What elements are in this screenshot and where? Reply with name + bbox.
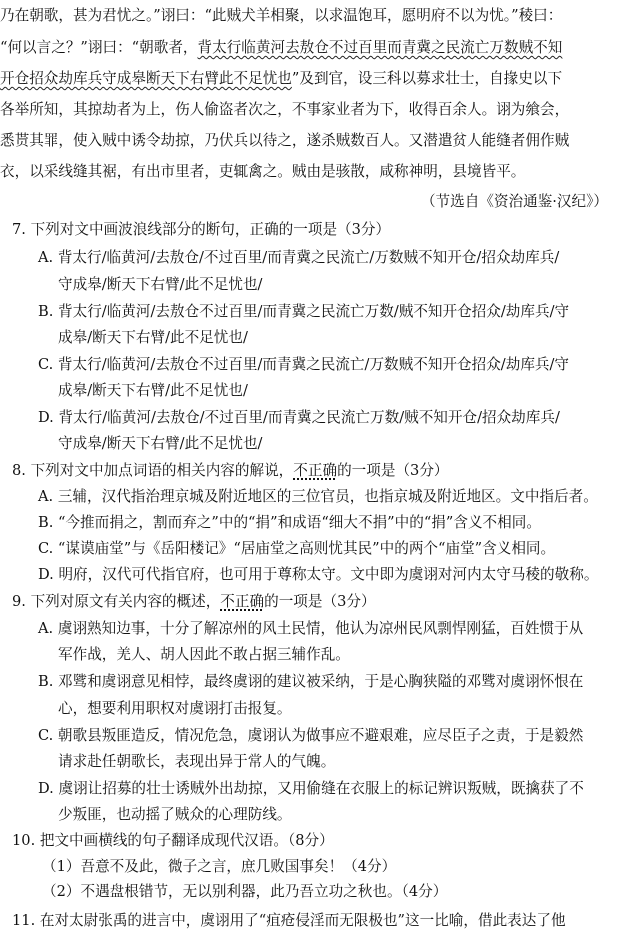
passage-line-2 [0, 36, 624, 60]
q8-option-c: C. “谋谟庙堂”与《岳阳楼记》“居庙堂之高则忧其民”中的两个“庙堂”含义相同。 [38, 540, 556, 557]
wavy-underlined-text-1: 背太行临黄河去敖仓不过百里而青冀之民流亡万数贼不知 [197, 39, 563, 56]
q9-option-a-line-1: A. 虞诩熟知边事，十分了解凉州的风土民情，他认为凉州民风剽悍刚猛，百姓惯于从 [38, 620, 584, 637]
q8-stem-end: 的一项是（3分） [337, 462, 449, 479]
question-11-line-1: 11. 在对太尉张禹的进言中，虞诩用了“疽疮侵淫而无限极也”这一比喻，借此表达了他 [12, 912, 566, 929]
wavy-underlined-text-2: 开仓招众劫库兵守成皋断天下右臂此不足忧也 [0, 70, 292, 87]
q8-option-b: B. “今推而捐之，割而弃之”中的“捐”和成语“细大不捐”中的“捐”含义不相同。 [38, 514, 541, 531]
q9-stem-start: 9. 下列对原文有关内容的概述， [12, 593, 221, 610]
passage-line-5: 悉贳其罪，使入贼中诱令劫掠，乃伏兵以待之，遂杀贼数百人。又潜遣贫人能缝者佣作贼 [0, 132, 570, 149]
passage-line-1: 乃在朝歌，甚为君忧之。”诩曰：“此贼犬羊相聚，以求温饱耳，愿明府不以为忧。”稜曰： [0, 7, 563, 24]
passage-line-4: 各举所知，其掠劫者为上，伤人偷盗者次之，不事家业者为下，收得百余人。诩为飨会， [0, 101, 570, 118]
q10-sentence-1: （1）吾意不及此，微子之言，庶几败国事矣！（4分） [42, 858, 397, 875]
passage-line-3-end: ”及到官，设三科以募求壮士，自掾史以下 [291, 70, 563, 87]
q9-option-c-line-1: C. 朝歌县叛匪造反，情况危急，虞诩认为做事应不避艰难，应尽臣子之责，于是毅然 [38, 727, 584, 744]
passage-line-6: 衣，以采线缝其裾，有出市里者，吏辄禽之。贼由是骇散，咸称神明，县境皆平。 [0, 163, 526, 180]
passage-line-2-start: “何以言之？”诩曰：“朝歌者， [0, 39, 198, 56]
q7-option-c-line-1: C. 背太行/临黄河/去敖仓不过百里/而青冀之民流亡/万数贼不知开仓招众/劫库兵/守 [38, 356, 570, 373]
q10-sentence-2: （2）不遇盘根错节，无以别利器，此乃吾立功之秋也。（4分） [42, 883, 448, 900]
q8-option-a: A. 三辅，汉代指治理京城及附近地区的三位官员，也指京城及附近地区。文中指后者。 [38, 488, 598, 505]
passage-source: （节选自《资治通鉴·汉纪》） [420, 193, 608, 210]
q8-stem-start: 8. 下列对文中加点词语的相关内容的解说， [12, 462, 294, 479]
question-7-stem: 7. 下列对文中画波浪线部分的断句，正确的一项是（3分） [12, 221, 391, 238]
q8-emphasis-text: 不正确 [293, 462, 338, 479]
q7-option-d-line-2: 守成皋/断天下右臂/此不足忧也/ [58, 435, 263, 452]
question-8-stem [0, 459, 624, 483]
q7-option-b-line-2: 成皋/断天下右臂/此不足忧也/ [58, 329, 248, 346]
q7-option-c-line-2: 成皋/断天下右臂/此不足忧也/ [58, 382, 248, 399]
q8-option-d: D. 明府，汉代可代指官府，也可用于尊称太守。文中即为虞诩对河内太守马稜的敬称。 [38, 566, 599, 583]
q9-option-d-line-1: D. 虞诩让招募的壮士诱贼外出劫掠，又用偷缝在衣服上的标记辨识叛贼，既擒获了不 [38, 780, 584, 797]
passage-line-3 [0, 67, 624, 91]
q7-option-a-line-1: A. 背太行/临黄河/去敖仓/不过百里/而青冀之民流亡/万数贼不知开仓/招众劫库兵/ [38, 249, 560, 266]
question-9-stem [0, 590, 624, 614]
q9-option-b-line-1: B. 邓骘和虞诩意见相悖，最终虞诩的建议被采纳，于是心胸狭隘的邓骘对虞诩怀恨在 [38, 673, 584, 690]
q9-stem-end: 的一项是（3分） [264, 593, 376, 610]
q9-option-a-line-2: 军作战，羌人、胡人因此不敢占据三辅作乱。 [58, 646, 350, 663]
q9-option-d-line-2: 少叛匪，也动摇了贼众的心理防线。 [58, 806, 292, 823]
question-10-stem: 10. 把文中画横线的句子翻译成现代汉语。（8分） [12, 832, 334, 849]
q9-option-b-line-2: 心，想要利用职权对虞诩打击报复。 [58, 700, 292, 717]
q7-option-a-line-2: 守成皋/断天下右臂/此不足忧也/ [58, 276, 263, 293]
q9-emphasis-text: 不正确 [220, 593, 265, 610]
q7-option-b-line-1: B. 背太行/临黄河/去敖仓不过百里/而青冀之民流亡万数/贼不知开仓招众/劫库兵/守 [38, 303, 570, 320]
q9-option-c-line-2: 请求赴任朝歌长，表现出异于常人的气魄。 [58, 753, 336, 770]
q7-option-d-line-1: D. 背太行/临黄河/去敖仓/不过百里/而青冀之民流亡万数/贼不知开仓/招众劫库兵/ [38, 409, 560, 426]
